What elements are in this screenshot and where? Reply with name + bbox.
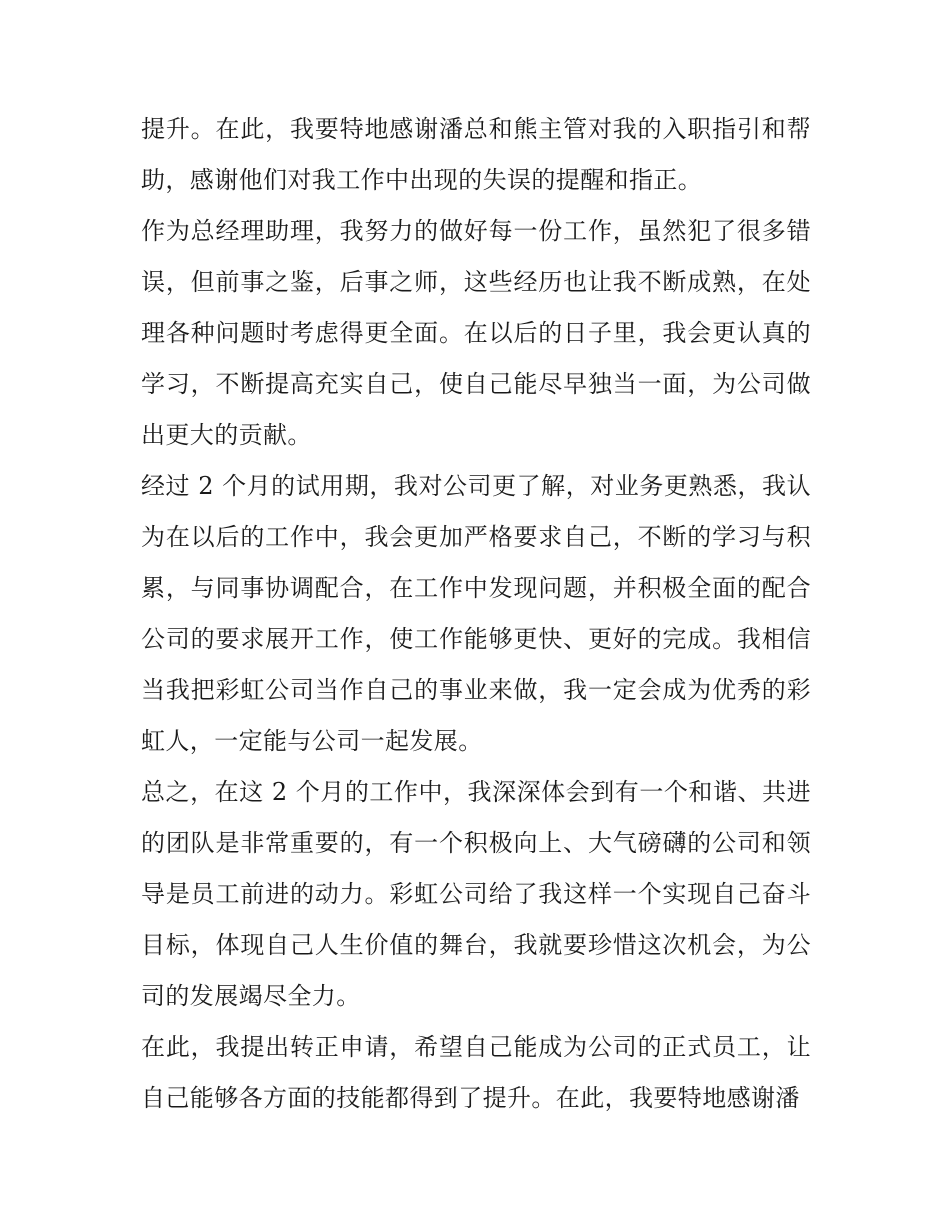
paragraph-1: 提升。在此，我要特地感谢潘总和熊主管对我的入职指引和帮助，感谢他们对我工作中出现的失误的提醒和指正。 bbox=[141, 115, 811, 194]
paragraph-3: 经过 2 个月的试用期，我对公司更了解，对业务更熟悉，我认为在以后的工作中，我会更加严格要求自己，不断的学习与积累，与同事协调配合，在工作中发现问题，并积极全面的配合公司的要求展开工作，使工作能够更快、更好的完成。我相信当我把彩虹公司当作自己的事业来做，我一定会成为优秀的彩虹人，一定能与公司一起发展。 bbox=[141, 472, 811, 755]
document-body bbox=[141, 104, 811, 1124]
paragraph-4: 总之，在这 2 个月的工作中，我深深体会到有一个和谐、共进的团队是非常重要的，有一个积极向上、大气磅礴的公司和领导是员工前进的动力。彩虹公司给了我这样一个实现自己奋斗目标，体现自己人生价值的舞台，我就要珍惜这次机会，为公司的发展竭尽全力。 bbox=[141, 778, 811, 1010]
paragraph-2: 作为总经理助理，我努力的做好每一份工作，虽然犯了很多错误，但前事之鉴，后事之师，这些经历也让我不断成熟，在处理各种问题时考虑得更全面。在以后的日子里，我会更认真的学习，不断提高充实自己，使自己能尽早独当一面，为公司做出更大的贡献。 bbox=[141, 217, 811, 449]
paragraph-5: 在此，我提出转正申请，希望自己能成为公司的正式员工，让自己能够各方面的技能都得到了提升。在此，我要特地感谢潘 bbox=[141, 1033, 811, 1112]
